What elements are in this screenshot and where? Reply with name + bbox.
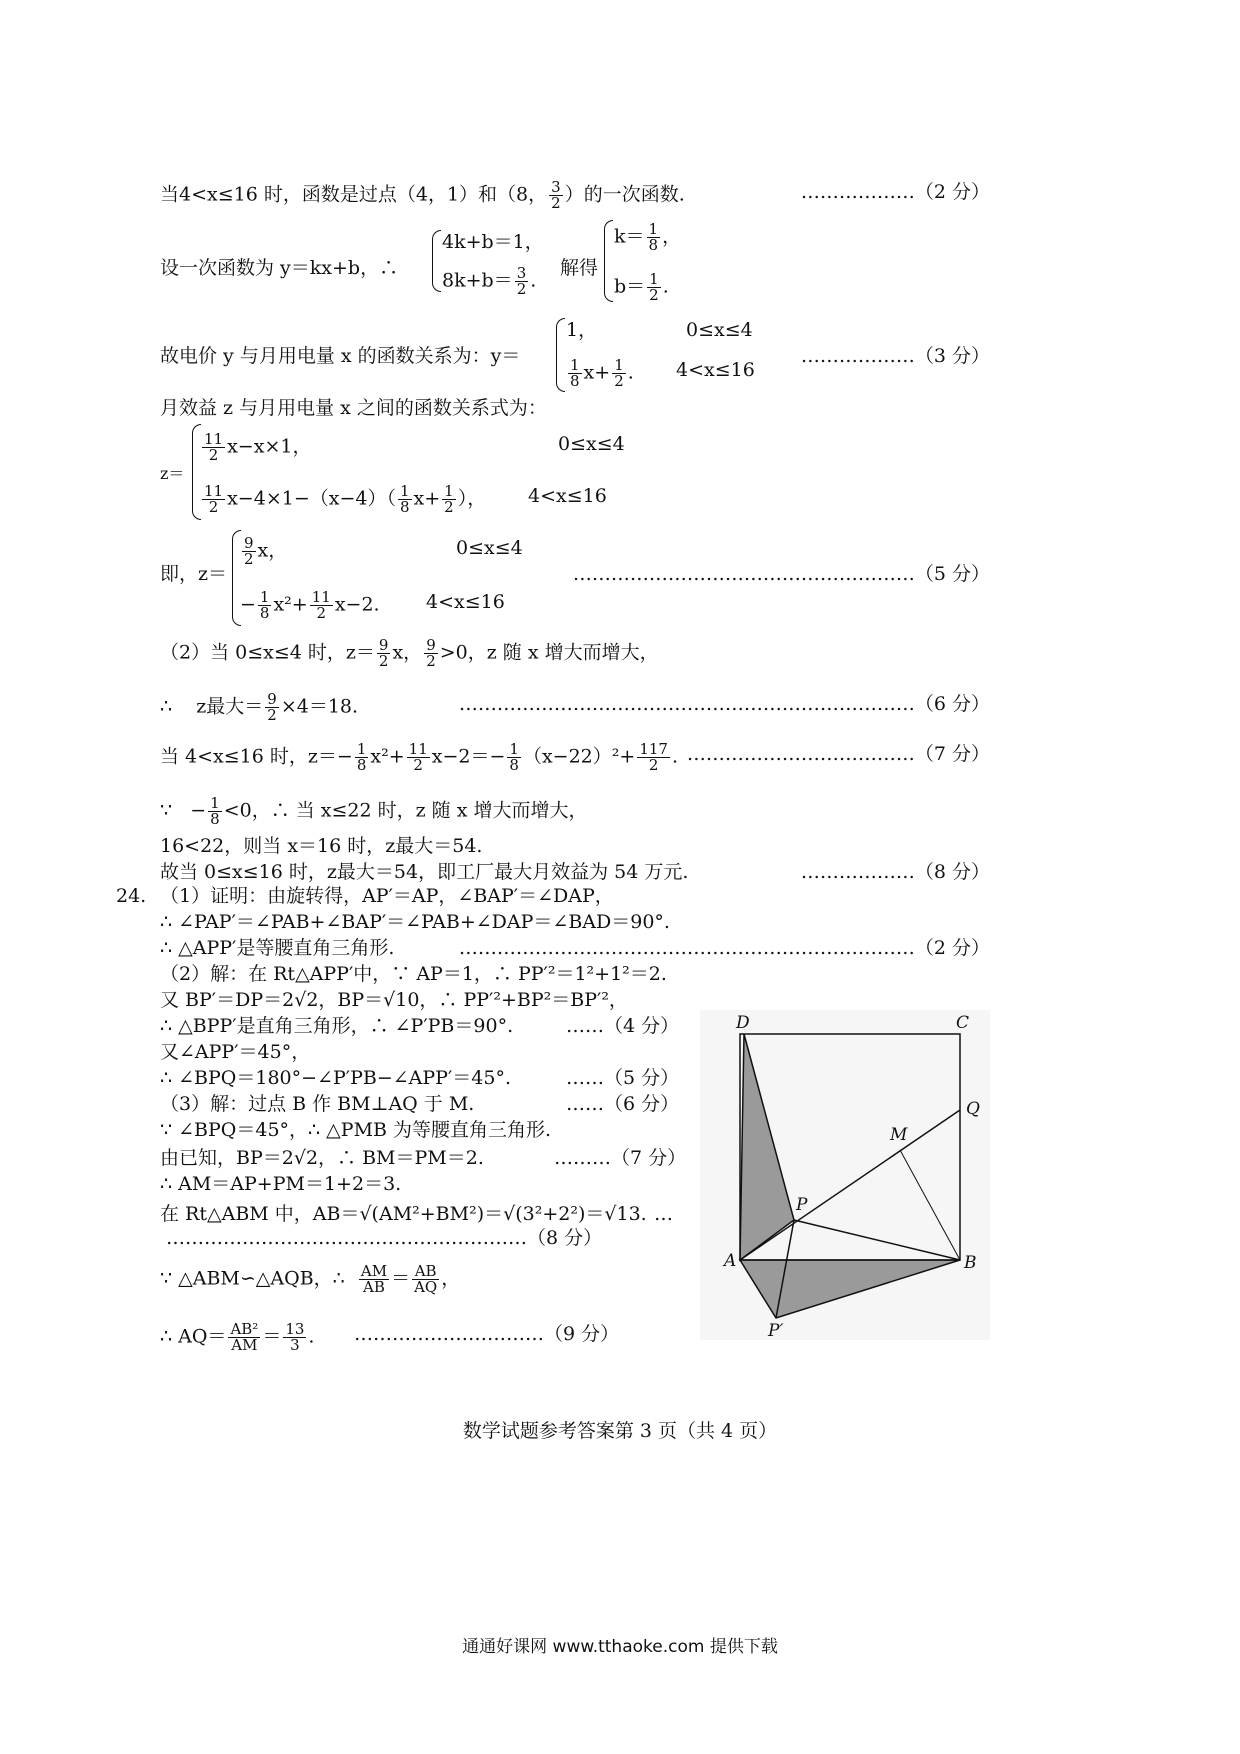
q23-line2: 设一次函数为 y＝kx+b，∴	[160, 257, 399, 279]
q24-line10: ∵ ∠BPQ＝45°，∴ △PMB 为等腰直角三角形.	[160, 1119, 552, 1141]
q24-line12: ∴ AM＝AP+PM＝1+2＝3.	[160, 1173, 402, 1195]
label-p-prime: P′	[768, 1321, 784, 1340]
z-label: z＝	[160, 464, 185, 483]
q23-line8: 当 4<x≤16 时，z＝− $\frac{1}{8}$ x²+ $\frac{11}{2}$ x−2＝− $\frac{1}{8}$ （x−22）²+ $\frac{117}{2}$ .	[160, 740, 678, 774]
label-m: M	[890, 1125, 908, 1145]
q23-line5: 即，z＝	[160, 563, 228, 585]
q23-line1: 当4<x≤16 时，函数是过点（4，1）和（8， $\frac{3}{2}$ ）的一次函数.	[160, 178, 685, 212]
piecewise-brace-y	[556, 318, 565, 392]
system-brace-2	[604, 220, 613, 302]
q23-points-2: ………………（2 分）	[800, 181, 990, 203]
geometry-figure	[700, 1010, 990, 1340]
z2-row2-cond: 4<x≤16	[426, 591, 505, 613]
system-brace-1	[432, 230, 441, 292]
q23-line7: ∴ z最大＝ $\frac{9}{2}$ ×4＝18.	[160, 690, 359, 724]
pw1-row2: $\frac{1}{8}$ x+ $\frac{1}{2}$ .	[570, 356, 634, 390]
q24-points-2: ………………………………………………………………（2 分）	[458, 937, 990, 959]
q24-line7: 又∠APP′＝45°，	[160, 1041, 311, 1063]
q24-line11: 由已知，BP＝2√2，∴ BM＝PM＝2.	[160, 1147, 484, 1169]
label-q: Q	[966, 1099, 980, 1119]
label-c: C	[956, 1013, 970, 1033]
label-d: D	[736, 1013, 750, 1033]
pw1-row1: 1，	[566, 319, 598, 341]
q24-line9: （3）解：过点 B 作 BM⊥AQ 于 M.	[160, 1093, 475, 1115]
q24-line5: 又 BP′＝DP＝2√2，BP＝√10，∴ PP′²+BP²＝BP′²，	[160, 989, 628, 1011]
q23-points-8: ………………（8 分）	[800, 861, 990, 883]
q24-line13: 在 Rt△ABM 中，AB＝√(AM²+BM²)＝√(3²+2²)＝√13.	[160, 1203, 647, 1225]
q23-line11: 故当 0≤x≤16 时，z最大＝54，即工厂最大月效益为 54 万元.	[160, 861, 689, 883]
q24-points-8: …………………………………………………（8 分）	[166, 1227, 603, 1249]
q24-line16: ∴ AQ＝ $\frac{\text{AB²}}{AM}$ ＝ $\frac{13}{3}$ .	[160, 1320, 315, 1354]
q24-points-7: ………（7 分）	[554, 1147, 687, 1169]
site-watermark: 通通好课网 www.tthaoke.com 提供下载	[462, 1637, 778, 1657]
q23-line3: 故电价 y 与月用电量 x 的函数关系为：y＝	[160, 345, 521, 367]
z2-row2: − $\frac{1}{8}$ x²+ $\frac{11}{2}$ x−2.	[240, 588, 380, 622]
system2-row1: k＝ $\frac{1}{8}$ ，	[614, 220, 682, 254]
z-row1: $\frac{11}{2}$ x−x×1，	[204, 430, 312, 464]
system2-row2: b＝ $\frac{1}{2}$ .	[614, 270, 669, 304]
q24-line8: ∴ ∠BPQ＝180°−∠P′PB−∠APP′＝45°.	[160, 1067, 511, 1089]
system1-row1: 4k+b＝1，	[442, 231, 544, 253]
q23-line9: ∵ − $\frac{1}{8}$ <0，∴ 当 x≤22 时，z 随 x 增大而增大，	[160, 794, 588, 828]
q24-points-4: ……（4 分）	[566, 1015, 680, 1037]
q23-line6: （2）当 0≤x≤4 时，z＝ $\frac{9}{2}$ x， $\frac{9}{2}$ >0，z 随 x 增大而增大，	[160, 636, 659, 670]
q23-line4: 月效益 z 与月用电量 x 之间的函数关系式为：	[160, 397, 547, 419]
system1-row2: 8k+b＝ $\frac{3}{2}$ .	[442, 264, 537, 298]
z2-row1-cond: 0≤x≤4	[456, 537, 523, 559]
q24-points-6: ……（6 分）	[566, 1093, 680, 1115]
page-footer: 数学试题参考答案第 3 页（共 4 页）	[462, 1420, 778, 1442]
q24-line15: ∵ △ABM∽△AQB，∴ $\frac{AM}{AB}$ ＝ $\frac{AB}{AQ}$ ，	[160, 1262, 461, 1296]
q24-line1: （1）证明：由旋转得，AP′＝AP，∠BAP′＝∠DAP，	[160, 885, 614, 907]
q24-line4: （2）解：在 Rt△APP′中，∵ AP＝1，∴ PP′²＝1²+1²＝2.	[160, 963, 667, 985]
q24-line2: ∴ ∠PAP′＝∠PAB+∠BAP′＝∠PAB+∠DAP＝∠BAD＝90°.	[160, 911, 670, 933]
q24-number: 24.	[116, 885, 147, 907]
z2-row1: $\frac{9}{2}$ x，	[244, 534, 288, 568]
label-p: P	[796, 1195, 808, 1215]
label-a: A	[724, 1251, 737, 1271]
z-row1-cond: 0≤x≤4	[558, 433, 625, 455]
q23-points-3: ………………（3 分）	[800, 345, 990, 367]
q23-points-7: ………………………………（7 分）	[686, 743, 990, 765]
q24-line13-dots: …	[654, 1203, 673, 1225]
z-row2: $\frac{11}{2}$ x−4×1−（x−4）（ $\frac{1}{8}$ x+ $\frac{1}{2}$ ），	[204, 482, 487, 516]
q23-line10: 16<22，则当 x＝16 时，z最大＝54.	[160, 835, 483, 857]
z-row2-cond: 4<x≤16	[528, 485, 607, 507]
q23-points-6: ………………………………………………………………（6 分）	[458, 693, 990, 715]
solve-label: 解得	[560, 257, 599, 279]
label-b: B	[964, 1253, 977, 1273]
pw1-row2-cond: 4<x≤16	[676, 359, 755, 381]
q24-points-9: …………………………（9 分）	[354, 1323, 620, 1345]
q23-points-5: ………………………………………………（5 分）	[572, 563, 990, 585]
q24-points-5: ……（5 分）	[566, 1067, 680, 1089]
pw1-row1-cond: 0≤x≤4	[686, 319, 753, 341]
q24-line6: ∴ △BPP′是直角三角形，∴ ∠P′PB＝90°.	[160, 1015, 514, 1037]
q24-line3: ∴ △APP′是等腰直角三角形.	[160, 937, 395, 959]
